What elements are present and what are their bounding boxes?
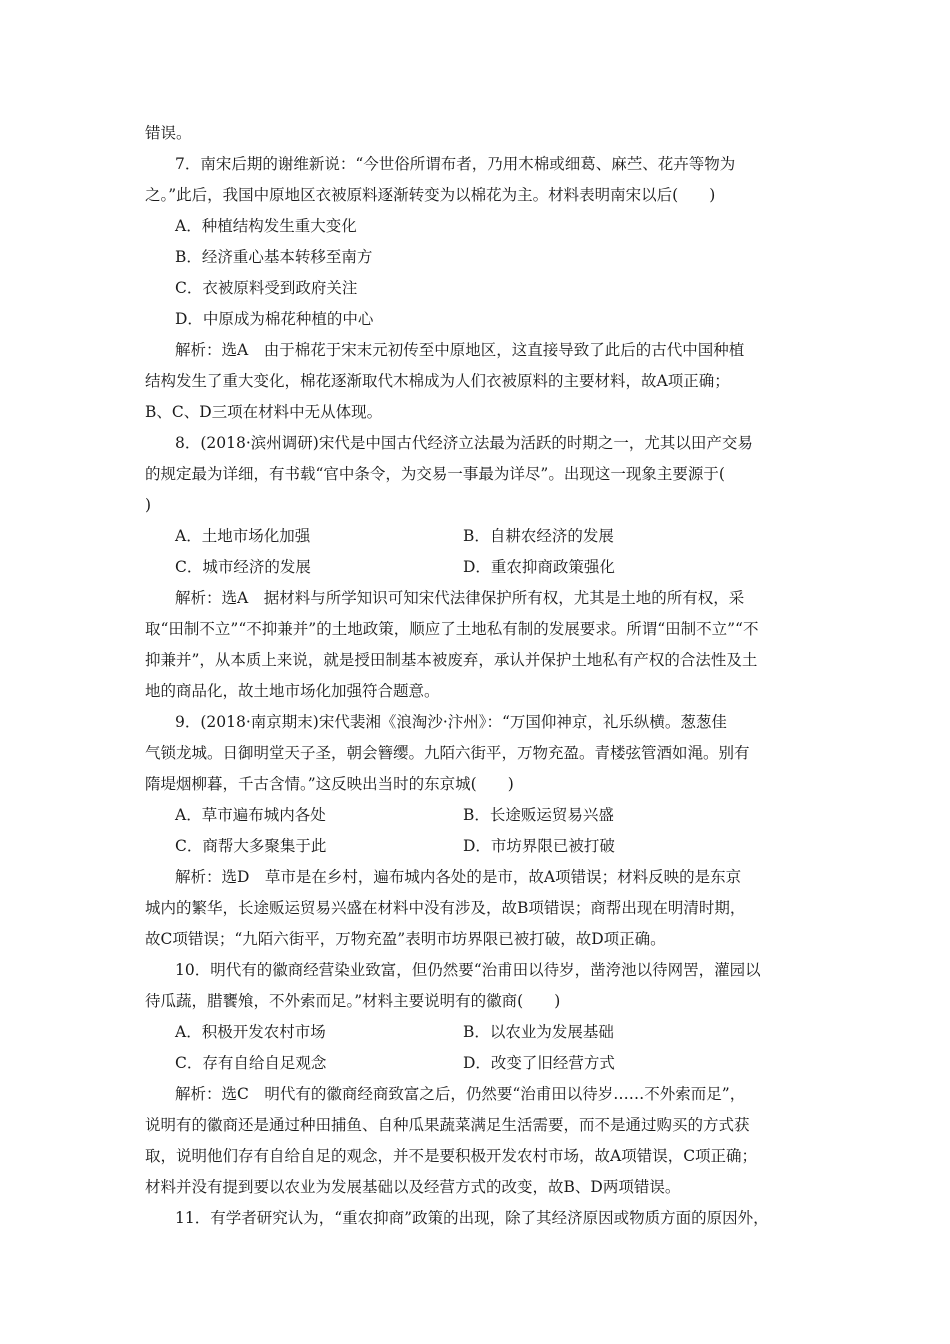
question-9-stem: 9．(2018·南京期末)宋代裴湘《浪淘沙·汴州》：“万国仰神京，礼乐纵横。葱葱佳	[175, 713, 727, 731]
question-8-option-c: C．城市经济的发展	[175, 558, 311, 576]
question-9-stem-cont: 隋堤烟柳暮，千古含情。”这反映出当时的东京城( )	[145, 775, 514, 793]
answer-9-cont: 城内的繁华，长途贩运贸易兴盛在材料中没有涉及，故B项错误；商帮出现在明清时期，	[145, 899, 746, 917]
question-8-stem-cont: )	[145, 496, 152, 514]
text-line: 错误。	[145, 124, 192, 142]
answer-9: 解析：选D 草市是在乡村，遍布城内各处的是市，故A项错误；材料反映的是东京	[175, 868, 742, 886]
answer-10: 解析：选C 明代有的徽商经商致富之后，仍然要“治甫田以待岁……不外索而足”，	[175, 1085, 746, 1103]
question-7-stem-cont: 之。”此后，我国中原地区衣被原料逐渐转变为以棉花为主。材料表明南宋以后( )	[145, 186, 716, 204]
question-9-option-b: B．长途贩运贸易兴盛	[463, 806, 614, 824]
question-9-option-a: A．草市遍布城内各处	[175, 806, 326, 824]
question-10-option-a: A．积极开发农村市场	[175, 1023, 326, 1041]
question-9-stem-cont: 气锁龙城。日御明堂天子圣，朝会簪缨。九陌六街平，万物充盈。青楼弦管酒如渑。别有	[145, 744, 750, 762]
answer-10-cont: 说明有的徽商还是通过种田捕鱼、自种瓜果蔬菜满足生活需要，而不是通过购买的方式获	[145, 1116, 750, 1134]
question-10-option-b: B．以农业为发展基础	[463, 1023, 614, 1041]
question-10-options-row-1	[145, 1017, 815, 1048]
question-10-stem: 10．明代有的徽商经营染业致富，但仍然要“治甫田以待岁，凿洿池以待网罟，灌园以	[175, 961, 761, 979]
question-10-option-c: C．存有自给自足观念	[175, 1054, 327, 1072]
answer-8: 解析：选A 据材料与所学知识可知宋代法律保护所有权，尤其是土地的所有权，采	[175, 589, 745, 607]
answer-10-cont: 材料并没有提到要以农业为发展基础以及经营方式的改变，故B、D两项错误。	[145, 1178, 681, 1196]
question-8-option-b: B．自耕农经济的发展	[463, 527, 614, 545]
question-8-stem-cont: 的规定最为详细，有书载“官中条令，为交易一事最为详尽”。出现这一现象主要源于(	[145, 465, 725, 483]
question-7-stem: 7．南宋后期的谢维新说：“今世俗所谓布者，乃用木棉或细葛、麻苎、花卉等物为	[175, 155, 736, 173]
answer-8-cont: 抑兼并”，从本质上来说，就是授田制基本被废弃，承认并保护土地私有产权的合法性及土	[145, 651, 758, 669]
question-9-option-c: C．商帮大多聚集于此	[175, 837, 327, 855]
question-8-option-a: A．土地市场化加强	[175, 527, 311, 545]
question-11-stem: 11．有学者研究认为，“重农抑商”政策的出现，除了其经济原因或物质方面的原因外，	[175, 1209, 769, 1227]
document-body	[145, 118, 815, 1234]
question-7-option-d: D．中原成为棉花种植的中心	[175, 310, 374, 328]
answer-7: 解析：选A 由于棉花于宋末元初传至中原地区，这直接导致了此后的古代中国种植	[175, 341, 745, 359]
question-7-option-a: A．种植结构发生重大变化	[175, 217, 357, 235]
question-10-stem-cont: 待瓜蔬，腊饔飧，不外索而足。”材料主要说明有的徽商( )	[145, 992, 561, 1010]
question-10-option-d: D．改变了旧经营方式	[463, 1054, 615, 1072]
question-8-options-row-2	[145, 552, 815, 583]
question-8-options-row-1	[145, 521, 815, 552]
question-8-option-d: D．重农抑商政策强化	[463, 558, 615, 576]
question-7-option-c: C．衣被原料受到政府关注	[175, 279, 358, 297]
answer-7-cont: 结构发生了重大变化，棉花逐渐取代木棉成为人们衣被原料的主要材料，故A项正确；	[145, 372, 730, 390]
question-9-option-d: D．市坊界限已被打破	[463, 837, 615, 855]
answer-8-cont: 地的商品化，故土地市场化加强符合题意。	[145, 682, 440, 700]
question-8-stem: 8．(2018·滨州调研)宋代是中国古代经济立法最为活跃的时期之一，尤其以田产交易	[175, 434, 753, 452]
answer-7-cont: B、C、D三项在材料中无从体现。	[145, 403, 383, 421]
answer-10-cont: 取，说明他们存有自给自足的观念，并不是要积极开发农村市场，故A项错误，C项正确；	[145, 1147, 758, 1165]
question-9-options-row-1	[145, 800, 815, 831]
answer-9-cont: 故C项错误；“九陌六街平，万物充盈”表明市坊界限已被打破，故D项正确。	[145, 930, 666, 948]
question-10-options-row-2	[145, 1048, 815, 1079]
question-7-option-b: B．经济重心基本转移至南方	[175, 248, 373, 266]
question-9-options-row-2	[145, 831, 815, 862]
answer-8-cont: 取“田制不立”“不抑兼并”的土地政策，顺应了土地私有制的发展要求。所谓“田制不立”“不	[145, 620, 759, 638]
